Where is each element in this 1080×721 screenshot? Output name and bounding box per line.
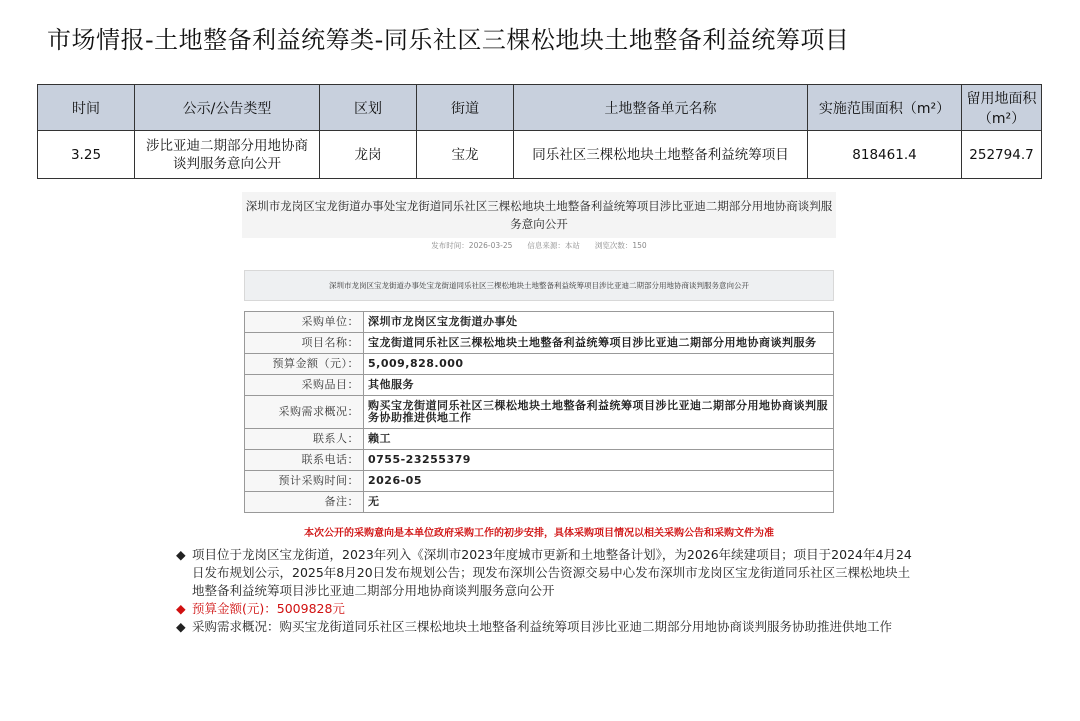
- diamond-bullet-icon: ◆: [176, 619, 186, 634]
- cell-reserved-area: 252794.7: [962, 131, 1042, 179]
- bullet-project-background: [176, 546, 916, 600]
- col-header-reserved-area: 留用地面积（m²）: [962, 85, 1042, 131]
- info-label-purchase-time: 预计采购时间：: [245, 471, 364, 492]
- info-value-project-name: 宝龙街道同乐社区三棵松地块土地整备利益统筹项目涉比亚迪二期部分用地协商谈判服务: [364, 333, 834, 354]
- procurement-info-table: [244, 311, 834, 513]
- info-row: [245, 354, 834, 375]
- info-row: [245, 429, 834, 450]
- info-label-phone: 联系电话：: [245, 450, 364, 471]
- info-value-phone: 0755-23255379: [364, 450, 834, 471]
- info-value-purchase-time: 2026-05: [364, 471, 834, 492]
- info-row: [245, 492, 834, 513]
- col-header-time: 时间: [38, 85, 135, 131]
- bullet-budget: [176, 600, 916, 618]
- summary-header-row: [38, 85, 1042, 131]
- info-label-project-name: 项目名称：: [245, 333, 364, 354]
- info-label-contact: 联系人：: [245, 429, 364, 450]
- info-label-remarks: 备注：: [245, 492, 364, 513]
- info-row: [245, 312, 834, 333]
- col-header-street: 街道: [417, 85, 514, 131]
- cell-time: 3.25: [38, 131, 135, 179]
- notice-title: 深圳市龙岗区宝龙街道办事处宝龙街道同乐社区三棵松地块土地整备利益统筹项目涉比亚迪二期部分用地协商谈判服务意向公开: [242, 192, 836, 238]
- bullet-text: 采购需求概况：购买宝龙街道同乐社区三棵松地块土地整备利益统筹项目涉比亚迪二期部分用地协商谈判服务协助推进供地工作: [192, 619, 893, 634]
- table-row: [38, 131, 1042, 179]
- bullet-requirement: [176, 618, 916, 636]
- page-title: 市场情报-土地整备利益统筹类-同乐社区三棵松地块土地整备利益统筹项目: [47, 26, 850, 54]
- cell-notice-type: 涉比亚迪二期部分用地协商谈判服务意向公开: [135, 131, 320, 179]
- info-row: [245, 333, 834, 354]
- notice-meta: 发布时间：2026-03-25 信息来源：本站 浏览次数：150: [431, 241, 647, 250]
- summary-bullets: [176, 546, 916, 636]
- info-row: [245, 450, 834, 471]
- info-value-budget: 5,009,828.000: [364, 354, 834, 375]
- info-value-buyer: 深圳市龙岗区宝龙街道办事处: [364, 312, 834, 333]
- cell-implementation-area: 818461.4: [808, 131, 962, 179]
- col-header-implementation-area: 实施范围面积（m²）: [808, 85, 962, 131]
- info-row: [245, 375, 834, 396]
- bullet-text: 项目位于龙岗区宝龙街道，2023年列入《深圳市2023年度城市更新和土地整备计划》，为2026年续建项目；项目于2024年4月24日发布规划公示，2025年8月20日发布规划公告；现发布深圳公告资源交易中心发布深圳市龙岗区宝龙街道同乐社区三棵松地块土地整备利益统筹项目涉比亚迪二期部分用地协商谈判服务意向公开: [192, 547, 912, 598]
- cell-street: 宝龙: [417, 131, 514, 179]
- info-value-category: 其他服务: [364, 375, 834, 396]
- info-label-buyer: 采购单位：: [245, 312, 364, 333]
- info-value-remarks: 无: [364, 492, 834, 513]
- cell-unit-name: 同乐社区三棵松地块土地整备利益统筹项目: [514, 131, 808, 179]
- info-label-requirement: 采购需求概况：: [245, 396, 364, 429]
- info-row: [245, 471, 834, 492]
- diamond-bullet-icon: ◆: [176, 601, 186, 616]
- info-label-budget: 预算金额（元）：: [245, 354, 364, 375]
- info-value-contact: 赖工: [364, 429, 834, 450]
- cell-district: 龙岗: [320, 131, 417, 179]
- summary-table: [37, 84, 1042, 179]
- diamond-bullet-icon: ◆: [176, 547, 186, 562]
- info-label-category: 采购品目：: [245, 375, 364, 396]
- col-header-notice-type: 公示/公告类型: [135, 85, 320, 131]
- col-header-unit-name: 土地整备单元名称: [514, 85, 808, 131]
- disclaimer-note: 本次公开的采购意向是本单位政府采购工作的初步安排，具体采购项目情况以相关采购公告和采购文件为准: [304, 528, 774, 539]
- notice-banner: 深圳市龙岗区宝龙街道办事处宝龙街道同乐社区三棵松地块土地整备利益统筹项目涉比亚迪二期部分用地协商谈判服务意向公开: [244, 270, 834, 301]
- info-value-requirement: 购买宝龙街道同乐社区三棵松地块土地整备利益统筹项目涉比亚迪二期部分用地协商谈判服务协助推进供地工作: [364, 396, 834, 429]
- col-header-district: 区划: [320, 85, 417, 131]
- bullet-text: 预算金额(元)：5009828元: [192, 601, 345, 616]
- info-row: [245, 396, 834, 429]
